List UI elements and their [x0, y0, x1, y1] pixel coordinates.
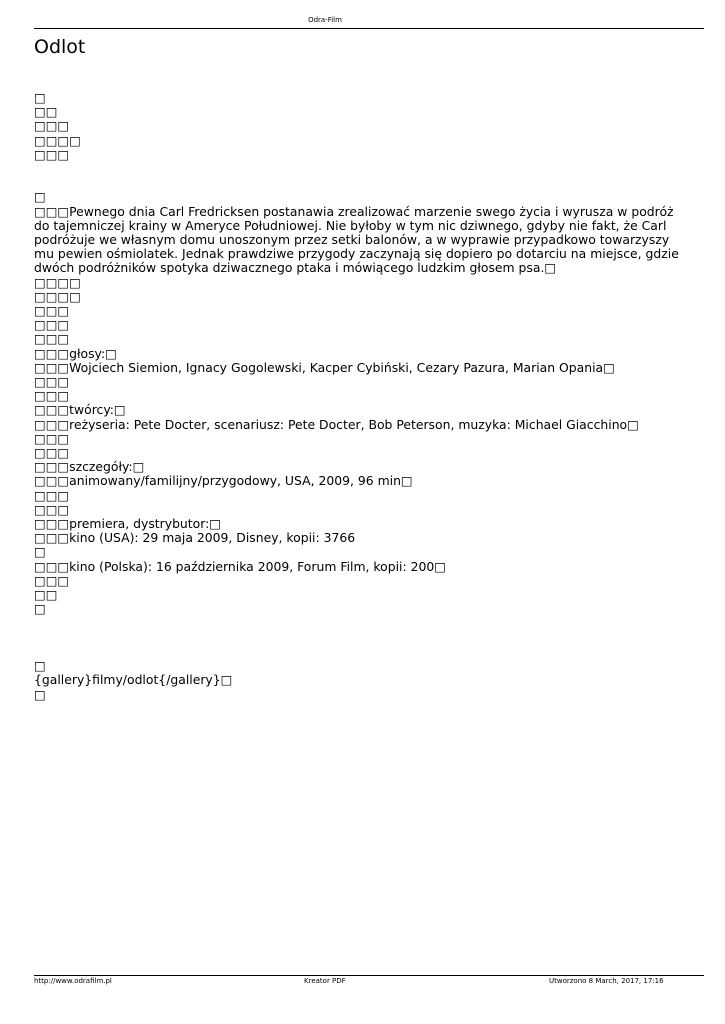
body-line: □□□	[34, 118, 70, 134]
detail-line: □□□	[34, 331, 70, 347]
detail-line: □□□	[34, 374, 70, 390]
detail-line: □□	[34, 587, 58, 603]
detail-line: □	[34, 544, 46, 560]
details-value: □□□animowany/familijny/przygodowy, USA, 2009, 96 min□	[34, 473, 413, 489]
header-rule	[34, 28, 704, 29]
creators-value: □□□reżyseria: Pete Docter, scenariusz: Pete Docter, Bob Peterson, muzyka: Michael Giacchino□	[34, 416, 639, 432]
voices-heading: □□□głosy:□	[34, 345, 117, 361]
footer-rule	[34, 975, 704, 976]
premiere-heading: □□□premiera, dystrybutor:□	[34, 516, 221, 532]
detail-line: □□□	[34, 445, 70, 461]
creators-heading: □□□twórcy:□	[34, 402, 126, 418]
page-title: Odlot	[34, 36, 86, 58]
synopsis-paragraph: □□□Pewnego dnia Carl Fredricksen postanawia zrealizować marzenie swego życia i wyrusza w podróż do tajemniczej krainy w Ameryce Południowej. Nie byłoby w tym nic dziwnego, gdyby nie fakt, że Carl podróżuje we własnym domu unoszonym przez setki balonów, a w wyprawie przypadkowo towarzyszy mu pewien ośmiolatek. Jednak prawdziwe przygody zaczynają się dopiero po dotarciu na miejsce, gdzie dwóch podróżników spotyka dziwacznego ptaka i mówiącego ludzkim głosem psa.□	[34, 203, 679, 276]
gallery-line: □	[34, 686, 46, 702]
premiere-poland: □□□kino (Polska): 16 października 2009, Forum Film, kopii: 200□	[34, 558, 446, 574]
detail-line: □□□	[34, 487, 70, 503]
detail-line: □□□□	[34, 274, 81, 290]
detail-line: □□□	[34, 501, 70, 517]
detail-line: □□□	[34, 572, 70, 588]
detail-line: □□□	[34, 430, 70, 446]
site-name: Odra-Film	[308, 16, 342, 24]
gallery-line: □	[34, 658, 46, 674]
premiere-usa: □□□kino (USA): 29 maja 2009, Disney, kopii: 3766	[34, 530, 356, 546]
body-line: □	[34, 90, 46, 105]
detail-line: □	[34, 601, 46, 617]
detail-line: □□□□	[34, 288, 81, 304]
body-line: □□□	[34, 146, 70, 162]
body-line: □	[34, 189, 46, 205]
footer-created: Utworzono 8 March, 2017, 17:16	[549, 977, 664, 985]
gallery-tag: {gallery}filmy/odlot{/gallery}□	[34, 672, 233, 688]
article-body	[34, 91, 684, 702]
detail-line: □□□	[34, 388, 70, 404]
body-line: □□□□	[34, 132, 81, 148]
body-line: □□	[34, 104, 58, 120]
voices-value: □□□Wojciech Siemion, Ignacy Gogolewski, Kacper Cybiński, Cezary Pazura, Marian Opania□	[34, 359, 615, 375]
footer-generator: Kreator PDF	[304, 977, 346, 985]
detail-line: □□□	[34, 303, 70, 319]
footer-url[interactable]: http://www.odrafilm.pl	[34, 977, 112, 985]
details-heading: □□□szczegóły:□	[34, 459, 145, 475]
detail-line: □□□	[34, 317, 70, 333]
